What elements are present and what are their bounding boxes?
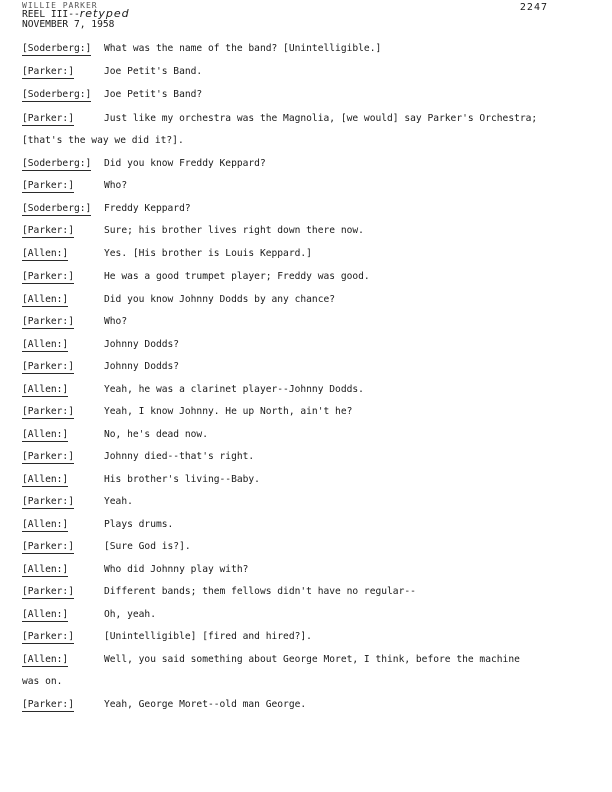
utterance-text: Joe Petit's Band? xyxy=(104,89,203,100)
utterance-text: Did you know Johnny Dodds by any chance? xyxy=(104,294,336,305)
speaker-label: [Parker:] xyxy=(22,361,74,372)
speaker-label: [Allen:] xyxy=(22,339,69,350)
speaker-label: [Soderberg:] xyxy=(22,158,92,169)
transcript-line xyxy=(0,110,612,130)
transcript-line xyxy=(0,606,612,626)
transcript-line xyxy=(0,177,612,197)
utterance-text: Yeah, George Moret--old man George. xyxy=(104,699,307,710)
transcript-line xyxy=(0,628,612,648)
utterance-text: He was a good trumpet player; Freddy was good. xyxy=(104,271,370,282)
transcript-line xyxy=(0,673,612,693)
utterance-text: Oh, yeah. xyxy=(104,609,156,620)
transcript-line xyxy=(0,448,612,468)
transcript-line xyxy=(0,471,612,491)
transcript-line xyxy=(0,561,612,581)
utterance-text: His brother's living--Baby. xyxy=(104,474,260,485)
speaker-label: [Parker:] xyxy=(22,180,74,191)
speaker-label: [Parker:] xyxy=(22,316,74,327)
utterance-text: Who? xyxy=(104,316,128,327)
utterance-text: Johnny died--that's right. xyxy=(104,451,255,462)
utterance-text: [Unintelligible] [fired and hired?]. xyxy=(104,631,312,642)
utterance-text: Just like my orchestra was the Magnolia, [we would] say Parker's Orchestra; xyxy=(104,113,538,124)
transcript-line xyxy=(0,200,612,220)
speaker-label: [Allen:] xyxy=(22,294,69,305)
transcript-line xyxy=(0,426,612,446)
utterance-text: Different bands; them fellows didn't have no regular-- xyxy=(104,586,416,597)
speaker-label: [Allen:] xyxy=(22,429,69,440)
transcript-line xyxy=(0,403,612,423)
utterance-continuation: was on. xyxy=(22,676,63,687)
speaker-label: [Parker:] xyxy=(22,541,74,552)
utterance-text: [Sure God is?]. xyxy=(104,541,191,552)
utterance-text: What was the name of the band? [Unintelligible.] xyxy=(104,43,382,54)
transcript-line xyxy=(0,40,612,60)
utterance-text: Freddy Keppard? xyxy=(104,203,191,214)
utterance-text: Johnny Dodds? xyxy=(104,339,180,350)
speaker-label: [Parker:] xyxy=(22,113,74,124)
speaker-label: [Parker:] xyxy=(22,66,74,77)
speaker-label: [Allen:] xyxy=(22,519,69,530)
speaker-label: [Allen:] xyxy=(22,564,69,575)
speaker-label: [Parker:] xyxy=(22,451,74,462)
header-name-cut: WILLIE PARKER xyxy=(22,1,98,10)
transcript-line xyxy=(0,538,612,558)
transcript-line xyxy=(0,516,612,536)
transcript-line xyxy=(0,86,612,106)
page-number: 2247 xyxy=(519,2,548,13)
speaker-label: [Allen:] xyxy=(22,248,69,259)
transcript-line xyxy=(0,63,612,83)
utterance-text: Yes. [His brother is Louis Keppard.] xyxy=(104,248,312,259)
transcript-line xyxy=(0,268,612,288)
speaker-label: [Parker:] xyxy=(22,496,74,507)
utterance-text: Did you know Freddy Keppard? xyxy=(104,158,266,169)
header-date: NOVEMBER 7, 1958 xyxy=(22,19,115,30)
utterance-text: Who? xyxy=(104,180,128,191)
transcript-line xyxy=(0,291,612,311)
transcript-line xyxy=(0,313,612,333)
transcript-line xyxy=(0,336,612,356)
speaker-label: [Parker:] xyxy=(22,631,74,642)
transcript-line xyxy=(0,222,612,242)
speaker-label: [Parker:] xyxy=(22,406,74,417)
transcript-line xyxy=(0,155,612,175)
speaker-label: [Parker:] xyxy=(22,271,74,282)
handwritten-retyped-note: retyped xyxy=(79,7,130,20)
utterance-text: Well, you said something about George Moret, I think, before the machine xyxy=(104,654,520,665)
transcript-line xyxy=(0,381,612,401)
utterance-text: Plays drums. xyxy=(104,519,174,530)
utterance-text: Who did Johnny play with? xyxy=(104,564,249,575)
speaker-label: [Soderberg:] xyxy=(22,43,92,54)
speaker-label: [Parker:] xyxy=(22,586,74,597)
speaker-label: [Parker:] xyxy=(22,699,74,710)
transcript-line xyxy=(0,696,612,716)
utterance-text: Johnny Dodds? xyxy=(104,361,180,372)
utterance-continuation: [that's the way we did it?]. xyxy=(22,135,184,146)
transcript-line xyxy=(0,493,612,513)
speaker-label: [Allen:] xyxy=(22,474,69,485)
speaker-label: [Allen:] xyxy=(22,384,69,395)
speaker-label: [Allen:] xyxy=(22,654,69,665)
transcript-line xyxy=(0,132,612,152)
speaker-label: [Soderberg:] xyxy=(22,203,92,214)
transcript-line xyxy=(0,245,612,265)
utterance-text: Yeah, I know Johnny. He up North, ain't he? xyxy=(104,406,353,417)
transcript-line xyxy=(0,651,612,671)
speaker-label: [Allen:] xyxy=(22,609,69,620)
transcript-line xyxy=(0,583,612,603)
utterance-text: Joe Petit's Band. xyxy=(104,66,203,77)
utterance-text: Sure; his brother lives right down there now. xyxy=(104,225,364,236)
utterance-text: Yeah, he was a clarinet player--Johnny Dodds. xyxy=(104,384,364,395)
transcript-line xyxy=(0,358,612,378)
utterance-text: Yeah. xyxy=(104,496,133,507)
speaker-label: [Parker:] xyxy=(22,225,74,236)
reel-label: REEL III-- xyxy=(22,9,80,20)
speaker-label: [Soderberg:] xyxy=(22,89,92,100)
utterance-text: No, he's dead now. xyxy=(104,429,208,440)
